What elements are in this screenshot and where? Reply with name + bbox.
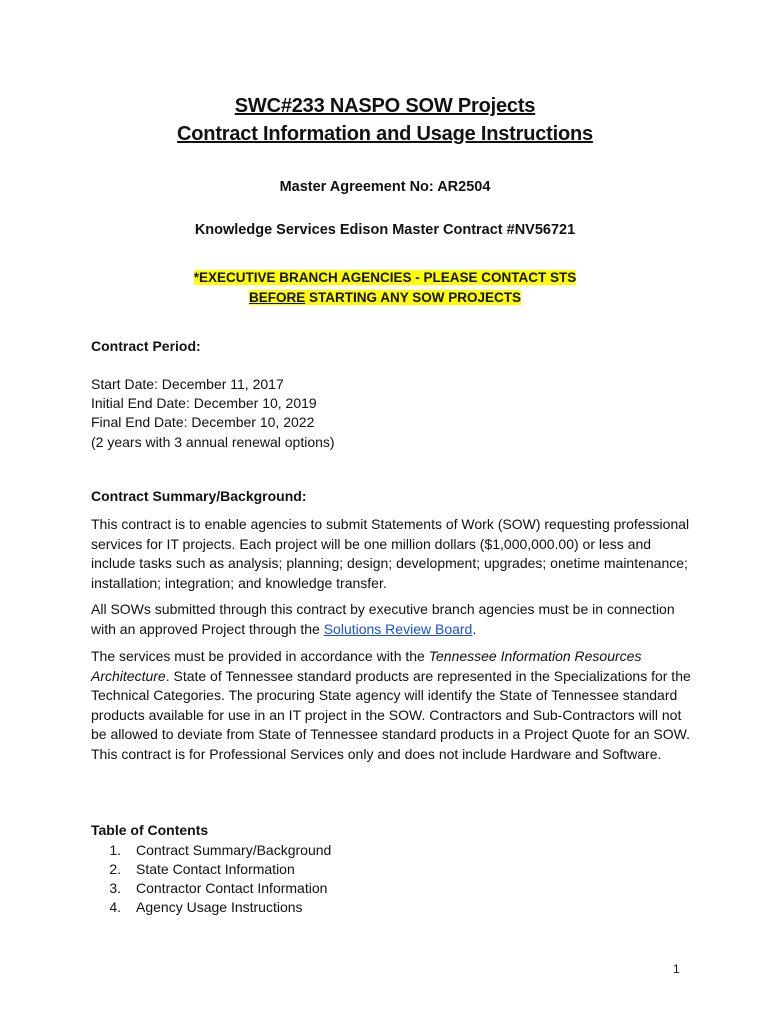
executive-notice-line-1: *EXECUTIVE BRANCH AGENCIES - PLEASE CONTACT STS [193,270,577,285]
start-date: Start Date: December 11, 2017 [91,376,284,392]
before-emphasis: BEFORE [248,290,306,305]
document-title-line-1: SWC#233 NASPO SOW Projects [234,95,536,117]
summary-paragraph-2: All SOWs submitted through this contract by executive branch agencies must be in connection with an approved Project through the Solutions Review Board. [91,601,675,637]
executive-notice-line-2: STARTING ANY SOW PROJECTS [305,290,522,305]
toc-item-4[interactable]: 4. Agency Usage Instructions [109,899,303,915]
contract-period-heading: Contract Period: [91,338,201,354]
document-title-line-2: Contract Information and Usage Instructions [177,123,593,145]
executive-notice [0,270,770,285]
toc-item-1[interactable]: 1. Contract Summary/Background [109,842,332,858]
summary-paragraph-3: The services must be provided in accordance with the Tennessee Information Resources Architecture. State of Tennessee standard products are represented in the Specializations for the Technical Categories. The procuring State agency will identify the State of Tennessee standard products available for use in an IT project in the SOW. Contractors and Sub-Contractors will not be allowed to deviate from State of Tennessee standard products in a Project Quote for an SOW. This contract is for Professional Services only and does not include Hardware and Software. [91,648,691,762]
page-number: 1 [673,962,680,976]
architecture-reference: Tennessee Information Resources Architecture [91,648,642,684]
master-agreement-number: Master Agreement No: AR2504 [279,179,491,195]
initial-end-date: Initial End Date: December 10, 2019 [91,395,317,411]
summary-paragraph-1: This contract is to enable agencies to submit Statements of Work (SOW) requesting professional services for IT projects. Each project will be one million dollars ($1,000,000.00) or less and include tasks such as analysis; planning; design; development; upgrades; onetime maintenance; installation; integration; and knowledge transfer. [91,516,690,591]
executive-notice-2 [0,290,770,305]
edison-contract-number: Knowledge Services Edison Master Contract #NV56721 [194,222,576,238]
final-end-date: Final End Date: December 10, 2022 [91,414,315,430]
toc-item-2[interactable]: 2. State Contact Information [109,861,295,877]
toc-item-3[interactable]: 3. Contractor Contact Information [109,880,328,896]
toc-heading: Table of Contents [91,822,209,838]
contract-summary-heading: Contract Summary/Background: [91,488,307,504]
renewal-options: (2 years with 3 annual renewal options) [91,434,335,450]
solutions-review-board-link[interactable]: Solutions Review Board [323,620,473,637]
